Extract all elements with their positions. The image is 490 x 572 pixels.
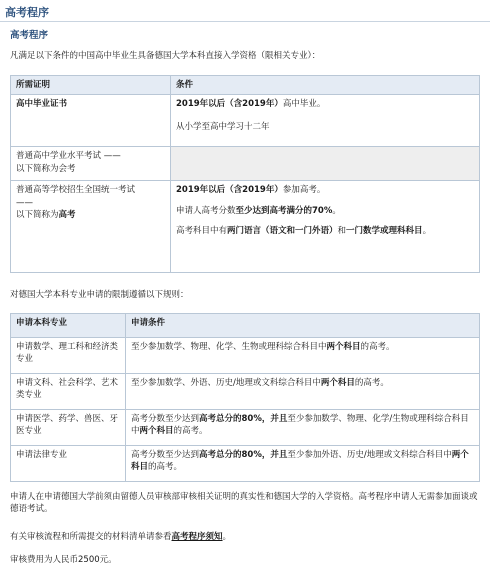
bold-text: 两个科目 [139, 426, 174, 437]
guide-link[interactable]: 高考程序须知 [171, 532, 223, 542]
row-label [11, 181, 171, 273]
text: 以下简称为会考 [16, 163, 76, 174]
text: 的高考。 [354, 378, 389, 388]
text: 。 [222, 532, 232, 542]
title-divider [0, 21, 490, 22]
text: 普通高中学业水平考试 —— [16, 151, 121, 162]
table-row [11, 338, 480, 374]
text: 以下简称为 [16, 209, 59, 220]
bold-text: 2019年以后（含2019年） [176, 99, 283, 110]
text: 。 [422, 225, 432, 236]
text: 至少参加数学、物理、化学/生物或理科综合科目中 [131, 414, 469, 437]
table-row [11, 147, 480, 181]
note-text [10, 531, 231, 543]
text: 至少参加数学、外语、历史/地理或文科综合科目中 [131, 378, 321, 388]
text: 至少参加外语、历史/地理或文科综合科目中 [287, 450, 452, 460]
table-row [11, 95, 480, 147]
text: 的高考。 [148, 462, 183, 473]
table-row [11, 446, 480, 482]
row-condition [171, 95, 480, 147]
table-row [11, 410, 480, 446]
text: 申请人高考分数 [176, 205, 236, 216]
text: 从小学至高中学习十二年 [176, 121, 270, 132]
requirements-table [10, 75, 480, 273]
column-header: 申请条件 [126, 314, 480, 338]
row-label: 高中毕业证书 [11, 95, 171, 147]
text: 的高考。 [173, 426, 208, 437]
text: 普通高等学校招生全国统一考试 [16, 185, 136, 196]
bold-text: 高考总分的80%，并且 [199, 450, 288, 460]
row-condition [126, 374, 480, 410]
text: 。 [332, 205, 341, 216]
bold-text: 一门数学或理科科目 [346, 225, 423, 236]
bold-text: 两个科目 [320, 378, 355, 388]
restrictions-table [10, 313, 480, 482]
column-header: 所需证明 [11, 76, 171, 95]
row-condition [126, 446, 480, 482]
table-row [11, 181, 480, 273]
row-condition [126, 338, 480, 374]
bold-text: 至少达到高考满分的70% [235, 205, 333, 216]
row-condition [126, 410, 480, 446]
mid-text: 对德国大学本科专业申请的限制遵循以下规则： [10, 290, 189, 300]
text: 参加高考。 [282, 185, 326, 196]
row-label: 申请医学、药学、兽医、牙医专业 [11, 410, 126, 446]
intro-text: 凡满足以下条件的中国高中毕业生具备德国大学本科直接入学资格（限相关专业）： [10, 51, 321, 61]
table-row [11, 374, 480, 410]
column-header: 条件 [171, 76, 480, 95]
row-label [11, 147, 171, 181]
bold-text: 两个科目 [326, 342, 361, 352]
row-label: 申请文科、社会科学、艺术类专业 [11, 374, 126, 410]
table-header-row [11, 76, 480, 95]
text: 有关审核流程和所需提交的材料清单请参看 [10, 532, 172, 542]
text: 高考科目中有 [176, 225, 228, 236]
text: 高考分数至少达到 [131, 414, 200, 424]
page-title: 高考程序 [5, 6, 49, 19]
bold-text: 2019年以后（含2019年） [176, 185, 283, 196]
row-condition [171, 181, 480, 273]
text: 的高考。 [360, 342, 395, 352]
row-label: 申请数学、理工科和经济类专业 [11, 338, 126, 374]
empty-cell [171, 147, 480, 181]
text: 和 [337, 225, 347, 236]
fee-text: 审核费用为人民币2500元。 [10, 555, 117, 565]
text: 高考分数至少达到 [131, 450, 200, 460]
bold-text: 高考 [58, 209, 76, 220]
text: 至少参加数学、物理、化学、生物或理科综合科目中 [131, 342, 327, 352]
bold-text: 高考总分的80%，并且 [199, 414, 288, 424]
section-title: 高考程序 [10, 30, 49, 41]
bold-text: 两门语言（语文和一门外语） [227, 225, 338, 236]
text: —— [16, 197, 33, 208]
note-text: 申请人在申请德国大学前须由留德人员审核部审核相关证明的真实性和德国大学的入学资格。高考程序申请人无需参加面谈或德语考试。 [10, 492, 478, 515]
row-label: 申请法律专业 [11, 446, 126, 482]
column-header: 申请本科专业 [11, 314, 126, 338]
table-header-row [11, 314, 480, 338]
text: 高中毕业。 [282, 99, 326, 110]
bold-text: 两个科目 [131, 450, 469, 473]
